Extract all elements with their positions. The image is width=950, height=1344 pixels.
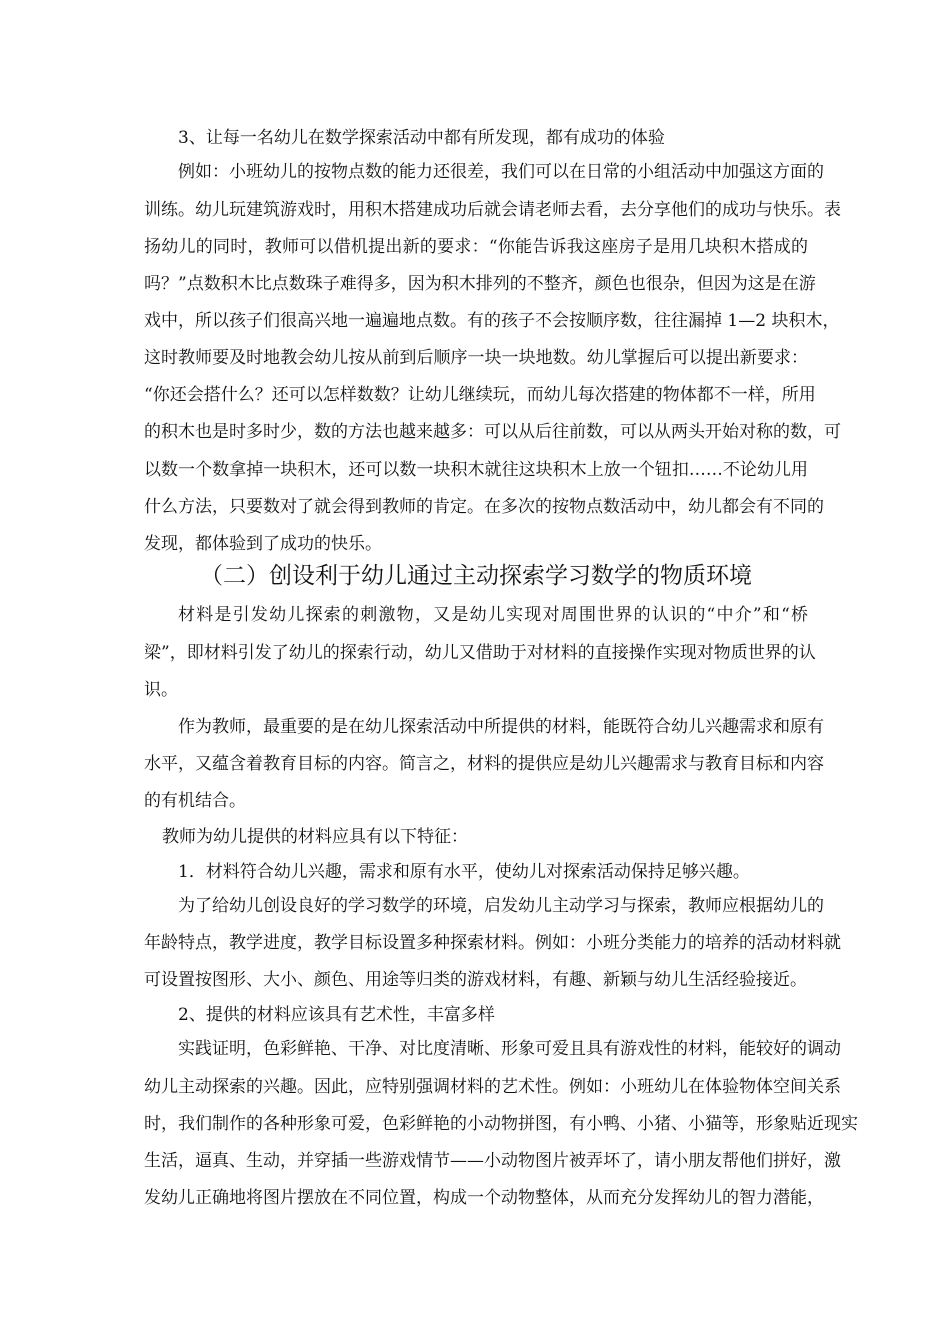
paragraph-line: 时，我们制作的各种形象可爱，色彩鲜艳的小动物拼图，有小鸭、小猪、小猫等，形象贴近现实 [144,1114,858,1134]
paragraph-line: 吗？”点数积木比点数珠子难得多，因为积木排列的不整齐，颜色也很杂，但因为这是在游 [144,274,816,294]
paragraph-line: 的有机结合。 [144,791,246,811]
paragraph-line: 什么方法，只要数对了就会得到教师的肯定。在多次的按物点数活动中，幼儿都会有不同的 [144,497,824,517]
paragraph-line: “你还会搭什么？还可以怎样数数？让幼儿继续玩，而幼儿每次搭建的物体都不一样，所用 [144,385,816,405]
paragraph-line: 生活，逼真、生动，并穿插一些游戏情节——小动物图片被弄坏了，请小朋友帮他们拼好，激 [144,1151,841,1171]
section-heading: （二）创设利于幼儿通过主动探索学习数学的物质环境 [200,563,752,589]
paragraph-line: 识。 [144,680,178,700]
features-intro: 教师为幼儿提供的材料应具有以下特征： [162,827,468,847]
paragraph-line: 这时教师要及时地教会幼儿按从前到后顺序一块一块地数。幼儿掌握后可以提出新要求： [144,348,808,368]
paragraph-line: 的积木也是时多时少，数的方法也越来越多：可以从后往前数，可以从两头开始对称的数，可 [144,422,841,442]
paragraph-line: 年龄特点，教学进度，教学目标设置多种探索材料。例如：小班分类能力的培养的活动材料就 [144,933,841,953]
subsection-title-3: 3、让每一名幼儿在数学探索活动中都有所发现，都有成功的体验 [178,128,665,148]
paragraph-line: 为了给幼儿创设良好的学习数学的环境，启发幼儿主动学习与探索，教师应根据幼儿的 [178,896,824,916]
paragraph-line: 材料是引发幼儿探索的刺激物，又是幼儿实现对周围世界的认识的“中介”和“桥 [178,605,808,625]
paragraph-line: 例如：小班幼儿的按物点数的能力还很差，我们可以在日常的小组活动中加强这方面的 [178,162,824,182]
paragraph-line: 以数一个数拿掉一块积木，还可以数一块积木就往这块积木上放一个钮扣……不论幼儿用 [144,460,808,480]
paragraph-line: 实践证明，色彩鲜艳、干净、对比度清晰、形象可爱且具有游戏性的材料，能较好的调动 [178,1039,841,1059]
feature-title-2: 2、提供的材料应该具有艺术性，丰富多样 [178,1005,495,1025]
paragraph-line: 水平，又蕴含着教育目标的内容。简言之，材料的提供应是幼儿兴趣需求与教育目标和内容 [144,754,824,774]
paragraph-line: 发现，都体验到了成功的快乐。 [144,534,382,554]
paragraph-line: 作为教师，最重要的是在幼儿探索活动中所提供的材料，能既符合幼儿兴趣需求和原有 [178,717,824,737]
paragraph-line: 训练。幼儿玩建筑游戏时，用积木搭建成功后就会请老师去看，去分享他们的成功与快乐。表 [144,200,841,220]
paragraph-line: 戏中，所以孩子们很高兴地一遍遍地点数。有的孩子不会按顺序数，往往漏掉 1—2 块积木， [144,311,840,331]
feature-title-1: 1．材料符合幼儿兴趣，需求和原有水平，使幼儿对探索活动保持足够兴趣。 [178,862,750,882]
paragraph-line: 扬幼儿的同时，教师可以借机提出新的要求：“你能告诉我这座房子是用几块积木搭成的 [144,237,808,257]
paragraph-line: 幼儿主动探索的兴趣。因此，应特别强调材料的艺术性。例如：小班幼儿在体验物体空间关系 [144,1077,841,1097]
paragraph-line: 梁”，即材料引发了幼儿的探索行动，幼儿又借助于对材料的直接操作实现对物质世界的认 [144,643,816,663]
paragraph-line: 可设置按图形、大小、颜色、用途等归类的游戏材料，有趣、新颖与幼儿生活经验接近。 [144,970,807,990]
paragraph-line: 发幼儿正确地将图片摆放在不同位置，构成一个动物整体，从而充分发挥幼儿的智力潜能， [144,1188,824,1208]
